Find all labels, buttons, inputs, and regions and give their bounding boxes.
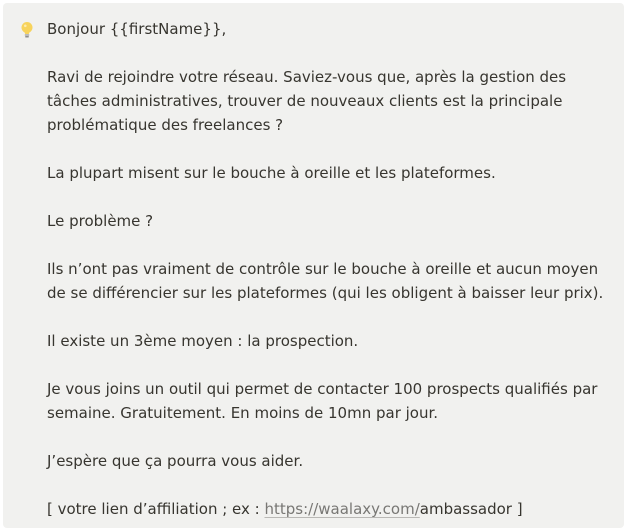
- callout-text[interactable]: [47, 17, 611, 521]
- offer-paragraph: Je vous joins un outil qui permet de contacter 100 prospects qualifiés par semaine. Gratuitement. En moins de 10mn par jour.: [47, 380, 598, 422]
- closing-paragraph: [47, 497, 611, 521]
- question-paragraph: Le problème ?: [47, 212, 154, 230]
- affiliate-link[interactable]: https://waalaxy.com/: [264, 500, 420, 518]
- closing-prefix: [ votre lien d’affiliation ; ex :: [47, 500, 265, 518]
- greeting-text: Bonjour {{firstName}},: [47, 20, 227, 38]
- solution-paragraph: Il existe un 3ème moyen : la prospection.: [47, 332, 359, 350]
- closing-suffix: ambassador ]: [419, 500, 523, 518]
- context-paragraph: La plupart misent sur le bouche à oreille et les plateformes.: [47, 164, 496, 182]
- callout-block[interactable]: [3, 3, 624, 528]
- wish-paragraph: J’espère que ça pourra vous aider.: [47, 452, 304, 470]
- intro-paragraph: Ravi de rejoindre votre réseau. Saviez-vous que, après la gestion des tâches administratives, trouver de nouveaux clients est la principale problématique des freelances ?: [47, 68, 567, 134]
- problem-paragraph: Ils n’ont pas vraiment de contrôle sur le bouche à oreille et aucun moyen de se différencier sur les plateformes (qui les obligent à baisser leur prix).: [47, 260, 604, 302]
- lightbulb-icon[interactable]: [20, 21, 34, 39]
